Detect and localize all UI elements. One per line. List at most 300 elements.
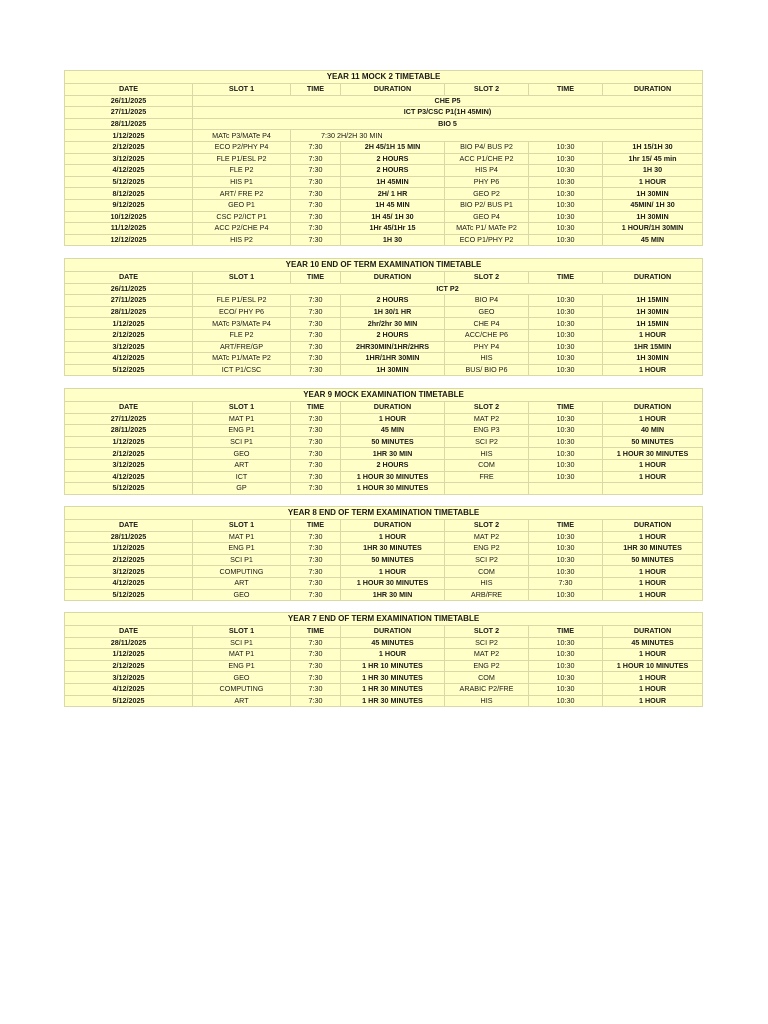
slot1-cell: ICT xyxy=(193,471,291,483)
column-header: DURATION xyxy=(341,402,445,414)
slot1-cell: ART xyxy=(193,459,291,471)
date-cell: 3/12/2025 xyxy=(65,672,193,684)
duration1-cell: 2 HOURS xyxy=(341,153,445,165)
table-row xyxy=(65,283,703,295)
date-cell: 5/12/2025 xyxy=(65,483,193,495)
date-cell: 2/12/2025 xyxy=(65,329,193,341)
time2-cell xyxy=(529,483,603,495)
time2-cell: 10:30 xyxy=(529,459,603,471)
slot1-cell: ART xyxy=(193,577,291,589)
time2-cell: 10:30 xyxy=(529,223,603,235)
duration2-cell: 1 HOUR xyxy=(603,471,703,483)
timetable-t11 xyxy=(64,70,703,246)
column-header: SLOT 2 xyxy=(445,520,529,532)
timetable-title: YEAR 9 MOCK EXAMINATION TIMETABLE xyxy=(65,389,703,402)
slot2-cell: ACC P1/CHE P2 xyxy=(445,153,529,165)
duration1-cell: 1 HOUR 30 MINUTES xyxy=(341,577,445,589)
table-row xyxy=(65,295,703,307)
slot2-cell: PHY P6 xyxy=(445,176,529,188)
slot1-cell: ENG P1 xyxy=(193,660,291,672)
duration1-cell: 1 HOUR 30 MINUTES xyxy=(341,471,445,483)
duration1-cell: 1H 45 MIN xyxy=(341,199,445,211)
timetable-title: YEAR 10 END OF TERM EXAMINATION TIMETABLE xyxy=(65,259,703,272)
duration1-cell: 1 HOUR xyxy=(341,531,445,543)
duration2-cell: 40 MIN xyxy=(603,425,703,437)
column-header: DATE xyxy=(65,402,193,414)
time2-cell: 10:30 xyxy=(529,543,603,555)
time1-cell: 7:30 xyxy=(291,165,341,177)
date-cell: 1/12/2025 xyxy=(65,649,193,661)
time2-cell: 10:30 xyxy=(529,436,603,448)
table-row xyxy=(65,577,703,589)
column-header: SLOT 2 xyxy=(445,84,529,96)
duration2-cell: 1 HOUR 10 MINUTES xyxy=(603,660,703,672)
date-cell: 10/12/2025 xyxy=(65,211,193,223)
merged-exam-cell: ICT P3/CSC P1(1H 45MIN) xyxy=(193,107,703,119)
time1-cell: 7:30 xyxy=(291,436,341,448)
column-header: DURATION xyxy=(341,84,445,96)
date-cell: 1/12/2025 xyxy=(65,130,193,142)
column-header: DURATION xyxy=(603,272,703,284)
time2-cell: 10:30 xyxy=(529,295,603,307)
slot1-cell: ENG P1 xyxy=(193,543,291,555)
time1-cell: 7:30 xyxy=(291,318,341,330)
timetable-title: YEAR 11 MOCK 2 TIMETABLE xyxy=(65,71,703,84)
duration2-cell: 1H 15MIN xyxy=(603,318,703,330)
date-cell: 28/11/2025 xyxy=(65,118,193,130)
date-cell: 1/12/2025 xyxy=(65,436,193,448)
slot2-cell: COM xyxy=(445,566,529,578)
table-row xyxy=(65,341,703,353)
slot2-cell: GEO xyxy=(445,306,529,318)
table-row xyxy=(65,683,703,695)
table-row xyxy=(65,318,703,330)
time2-cell: 10:30 xyxy=(529,176,603,188)
column-header: TIME xyxy=(291,84,341,96)
slot2-cell: SCI P2 xyxy=(445,554,529,566)
duration2-cell: 1 HOUR xyxy=(603,531,703,543)
time2-cell: 10:30 xyxy=(529,589,603,601)
column-header: DATE xyxy=(65,84,193,96)
table-row xyxy=(65,448,703,460)
slot2-cell: MAT P2 xyxy=(445,649,529,661)
column-header: DURATION xyxy=(341,520,445,532)
table-row xyxy=(65,234,703,246)
date-cell: 2/12/2025 xyxy=(65,554,193,566)
duration2-cell: 1 HOUR xyxy=(603,364,703,376)
time1-cell: 7:30 xyxy=(291,566,341,578)
duration2-cell xyxy=(603,483,703,495)
duration1-cell: 1H 45/ 1H 30 xyxy=(341,211,445,223)
duration1-cell: 2H/ 1 HR xyxy=(341,188,445,200)
column-header: TIME xyxy=(291,626,341,638)
date-cell: 9/12/2025 xyxy=(65,199,193,211)
time1-cell: 7:30 xyxy=(291,353,341,365)
slot2-cell: HIS P4 xyxy=(445,165,529,177)
slot1-cell: HIS P2 xyxy=(193,234,291,246)
slot2-cell xyxy=(445,483,529,495)
duration2-cell: 45 MINUTES xyxy=(603,637,703,649)
timetable-t8 xyxy=(64,506,703,601)
duration1-cell: 1Hr 45/1Hr 15 xyxy=(341,223,445,235)
date-cell: 27/11/2025 xyxy=(65,295,193,307)
time1-cell: 7:30 xyxy=(291,660,341,672)
duration2-cell: 1H 30 xyxy=(603,165,703,177)
date-cell: 3/12/2025 xyxy=(65,459,193,471)
slot2-cell: HIS xyxy=(445,577,529,589)
date-cell: 2/12/2025 xyxy=(65,660,193,672)
duration2-cell: 50 MINUTES xyxy=(603,554,703,566)
time2-cell: 10:30 xyxy=(529,234,603,246)
date-cell: 12/12/2025 xyxy=(65,234,193,246)
table-row xyxy=(65,425,703,437)
time1-cell: 7:30 xyxy=(291,199,341,211)
time1-cell: 7:30 xyxy=(291,188,341,200)
time1-cell: 7:30 xyxy=(291,637,341,649)
table-row xyxy=(65,543,703,555)
duration1-cell: 1 HOUR xyxy=(341,649,445,661)
time2-cell: 10:30 xyxy=(529,211,603,223)
duration2-cell: 1 HOUR xyxy=(603,413,703,425)
date-cell: 27/11/2025 xyxy=(65,107,193,119)
time2-cell: 10:30 xyxy=(529,660,603,672)
time1-cell: 7:30 xyxy=(291,471,341,483)
slot1-cell: MAT P1 xyxy=(193,413,291,425)
date-cell: 4/12/2025 xyxy=(65,165,193,177)
date-cell: 2/12/2025 xyxy=(65,141,193,153)
slot2-cell: HIS xyxy=(445,695,529,707)
table-row xyxy=(65,188,703,200)
time2-cell: 10:30 xyxy=(529,471,603,483)
column-header: DURATION xyxy=(603,84,703,96)
slot1-cell: ART xyxy=(193,695,291,707)
column-header: DURATION xyxy=(603,402,703,414)
time2-cell: 10:30 xyxy=(529,448,603,460)
slot1-cell: SCI P1 xyxy=(193,637,291,649)
duration1-cell: 1 HR 30 MINUTES xyxy=(341,695,445,707)
slot2-cell: BIO P2/ BUS P1 xyxy=(445,199,529,211)
duration2-cell: 1hr 15/ 45 min xyxy=(603,153,703,165)
slot2-cell: ACC/CHE P6 xyxy=(445,329,529,341)
column-header: SLOT 2 xyxy=(445,402,529,414)
duration2-cell: 1H 15/1H 30 xyxy=(603,141,703,153)
column-header: TIME xyxy=(529,84,603,96)
slot2-cell: SCI P2 xyxy=(445,637,529,649)
time2-cell: 10:30 xyxy=(529,199,603,211)
slot2-cell: BIO P4 xyxy=(445,295,529,307)
date-cell: 4/12/2025 xyxy=(65,683,193,695)
slot1-cell: GEO xyxy=(193,672,291,684)
time2-cell: 7:30 xyxy=(529,577,603,589)
time1-cell: 7:30 xyxy=(291,543,341,555)
time1-cell: 7:30 xyxy=(291,176,341,188)
duration1-cell: 50 MINUTES xyxy=(341,554,445,566)
slot1-cell: FLE P2 xyxy=(193,329,291,341)
slot2-cell: ARABIC P2/FRE xyxy=(445,683,529,695)
table-row xyxy=(65,141,703,153)
slot1-cell: MATc P3/MATe P4 xyxy=(193,130,291,142)
slot1-cell: COMPUTING xyxy=(193,566,291,578)
date-cell: 5/12/2025 xyxy=(65,695,193,707)
time1-cell: 7:30 xyxy=(291,459,341,471)
date-cell: 5/12/2025 xyxy=(65,589,193,601)
table-row xyxy=(65,649,703,661)
slot2-cell: HIS xyxy=(445,353,529,365)
time2-cell: 10:30 xyxy=(529,165,603,177)
slot1-cell: MATc P3/MATe P4 xyxy=(193,318,291,330)
duration2-cell: 1H 30MIN xyxy=(603,211,703,223)
slot1-cell: GEO xyxy=(193,589,291,601)
slot2-cell: COM xyxy=(445,672,529,684)
slot1-cell: ECO/ PHY P6 xyxy=(193,306,291,318)
slot2-cell: ENG P3 xyxy=(445,425,529,437)
table-row xyxy=(65,637,703,649)
duration2-cell: 1H 30MIN xyxy=(603,188,703,200)
slot1-cell: MAT P1 xyxy=(193,649,291,661)
time1-cell: 7:30 xyxy=(291,448,341,460)
slot2-cell: GEO P2 xyxy=(445,188,529,200)
duration1-cell: 1H 45MIN xyxy=(341,176,445,188)
time1-cell: 7:30 xyxy=(291,295,341,307)
time1-cell: 7:30 xyxy=(291,649,341,661)
time2-cell: 10:30 xyxy=(529,554,603,566)
slot2-cell: PHY P4 xyxy=(445,341,529,353)
time2-cell: 10:30 xyxy=(529,188,603,200)
date-cell: 3/12/2025 xyxy=(65,341,193,353)
time1-cell: 7:30 xyxy=(291,531,341,543)
slot1-cell: CSC P2/ICT P1 xyxy=(193,211,291,223)
table-row xyxy=(65,199,703,211)
duration1-cell: 1H 30 xyxy=(341,234,445,246)
time1-cell: 7:30 xyxy=(291,683,341,695)
slot1-cell: HIS P1 xyxy=(193,176,291,188)
date-cell: 11/12/2025 xyxy=(65,223,193,235)
time2-cell: 10:30 xyxy=(529,329,603,341)
time1-cell: 7:30 xyxy=(291,211,341,223)
duration2-cell: 45MIN/ 1H 30 xyxy=(603,199,703,211)
table-row xyxy=(65,329,703,341)
time2-cell: 10:30 xyxy=(529,649,603,661)
duration1-cell: 45 MIN xyxy=(341,425,445,437)
time1-cell: 7:30 xyxy=(291,141,341,153)
duration1-cell: 2HR30MIN/1HR/2HRS xyxy=(341,341,445,353)
time2-cell: 10:30 xyxy=(529,153,603,165)
time2-cell: 10:30 xyxy=(529,566,603,578)
table-row xyxy=(65,95,703,107)
time1-cell: 7:30 xyxy=(291,554,341,566)
time2-cell: 10:30 xyxy=(529,141,603,153)
duration1-cell: 1 HR 30 MINUTES xyxy=(341,672,445,684)
duration1-cell: 1 HOUR xyxy=(341,566,445,578)
slot1-cell: MATc P1/MATe P2 xyxy=(193,353,291,365)
slot1-cell: FLE P1/ESL P2 xyxy=(193,295,291,307)
slot1-cell: SCI P1 xyxy=(193,554,291,566)
time1-cell: 7:30 xyxy=(291,341,341,353)
slot2-cell: FRE xyxy=(445,471,529,483)
slot2-cell: ECO P1/PHY P2 xyxy=(445,234,529,246)
duration2-cell: 1 HOUR xyxy=(603,459,703,471)
slot2-cell: BUS/ BIO P6 xyxy=(445,364,529,376)
table-row xyxy=(65,436,703,448)
table-row xyxy=(65,695,703,707)
duration1-cell: 2 HOURS xyxy=(341,165,445,177)
date-cell: 1/12/2025 xyxy=(65,318,193,330)
date-cell: 26/11/2025 xyxy=(65,95,193,107)
column-header: TIME xyxy=(291,402,341,414)
time2-cell: 10:30 xyxy=(529,425,603,437)
table-row xyxy=(65,471,703,483)
column-header: TIME xyxy=(529,520,603,532)
date-cell: 28/11/2025 xyxy=(65,306,193,318)
timetable-title: YEAR 7 END OF TERM EXAMINATION TIMETABLE xyxy=(65,613,703,626)
date-cell: 4/12/2025 xyxy=(65,353,193,365)
duration2-cell: 45 MIN xyxy=(603,234,703,246)
time2-cell: 10:30 xyxy=(529,341,603,353)
date-cell: 26/11/2025 xyxy=(65,283,193,295)
slot2-cell: GEO P4 xyxy=(445,211,529,223)
slot2-cell: MAT P2 xyxy=(445,531,529,543)
time2-cell: 10:30 xyxy=(529,637,603,649)
timetable-t7 xyxy=(64,612,703,707)
duration1-cell: 1HR 30 MIN xyxy=(341,589,445,601)
duration2-cell: 50 MINUTES xyxy=(603,436,703,448)
slot2-cell: ENG P2 xyxy=(445,543,529,555)
slot1-cell: ECO P2/PHY P4 xyxy=(193,141,291,153)
merged-exam-cell: BIO 5 xyxy=(193,118,703,130)
date-cell: 5/12/2025 xyxy=(65,176,193,188)
table-row xyxy=(65,566,703,578)
slot1-cell: ACC P2/CHE P4 xyxy=(193,223,291,235)
table-row xyxy=(65,306,703,318)
slot1-cell: GEO P1 xyxy=(193,199,291,211)
merged-exam-cell: ICT P2 xyxy=(193,283,703,295)
date-cell: 2/12/2025 xyxy=(65,448,193,460)
slot1-cell: GP xyxy=(193,483,291,495)
slot1-cell: ART/FRE/GP xyxy=(193,341,291,353)
table-row xyxy=(65,483,703,495)
column-header: DURATION xyxy=(603,520,703,532)
time2-cell: 10:30 xyxy=(529,353,603,365)
timetable-t10 xyxy=(64,258,703,376)
duration2-cell: 1 HOUR xyxy=(603,589,703,601)
slot1-cell: GEO xyxy=(193,448,291,460)
column-header: DATE xyxy=(65,272,193,284)
table-row xyxy=(65,353,703,365)
table-row xyxy=(65,672,703,684)
date-cell: 27/11/2025 xyxy=(65,413,193,425)
time2-cell: 10:30 xyxy=(529,413,603,425)
slot2-cell: CHE P4 xyxy=(445,318,529,330)
date-cell: 5/12/2025 xyxy=(65,364,193,376)
column-header: DATE xyxy=(65,626,193,638)
duration2-cell: 1 HOUR/1H 30MIN xyxy=(603,223,703,235)
time1-cell: 7:30 xyxy=(291,483,341,495)
column-header: TIME xyxy=(529,626,603,638)
slot1-cell: ART/ FRE P2 xyxy=(193,188,291,200)
time2-cell: 10:30 xyxy=(529,318,603,330)
duration1-cell: 1 HR 30 MINUTES xyxy=(341,683,445,695)
timetable-t9 xyxy=(64,388,703,495)
column-header: DATE xyxy=(65,520,193,532)
date-cell: 1/12/2025 xyxy=(65,543,193,555)
duration1-cell: 45 MINUTES xyxy=(341,637,445,649)
time2-cell: 10:30 xyxy=(529,364,603,376)
table-row xyxy=(65,413,703,425)
date-cell: 28/11/2025 xyxy=(65,425,193,437)
table-row xyxy=(65,130,703,142)
table-row xyxy=(65,223,703,235)
column-header: SLOT 1 xyxy=(193,272,291,284)
timetable-title: YEAR 8 END OF TERM EXAMINATION TIMETABLE xyxy=(65,507,703,520)
time1-cell: 7:30 xyxy=(291,413,341,425)
column-header: DURATION xyxy=(603,626,703,638)
table-row xyxy=(65,165,703,177)
duration2-cell: 1 HOUR xyxy=(603,683,703,695)
duration2-cell: 1HR 30 MINUTES xyxy=(603,543,703,555)
duration2-cell: 1 HOUR xyxy=(603,176,703,188)
column-header: SLOT 2 xyxy=(445,272,529,284)
table-row xyxy=(65,176,703,188)
column-header: DURATION xyxy=(341,272,445,284)
duration2-cell: 1H 30MIN xyxy=(603,306,703,318)
column-header: DURATION xyxy=(341,626,445,638)
date-cell: 4/12/2025 xyxy=(65,577,193,589)
table-row xyxy=(65,459,703,471)
merged-exam-cell: CHE P5 xyxy=(193,95,703,107)
slot1-cell: MAT P1 xyxy=(193,531,291,543)
time1-cell: 7:30 xyxy=(291,577,341,589)
slot2-cell: ARB/FRE xyxy=(445,589,529,601)
duration1-cell: 1 HOUR 30 MINUTES xyxy=(341,483,445,495)
duration2-cell: 1 HOUR xyxy=(603,695,703,707)
slot1-cell: ENG P1 xyxy=(193,425,291,437)
table-row xyxy=(65,107,703,119)
column-header: SLOT 1 xyxy=(193,520,291,532)
time1-cell: 7:30 xyxy=(291,672,341,684)
table-row xyxy=(65,531,703,543)
slot1-cell: COMPUTING xyxy=(193,683,291,695)
duration2-cell: 1 HOUR xyxy=(603,566,703,578)
time1-cell: 7:30 xyxy=(291,329,341,341)
duration1-cell: 50 MINUTES xyxy=(341,436,445,448)
time2-cell: 10:30 xyxy=(529,531,603,543)
column-header: TIME xyxy=(291,520,341,532)
duration1-cell: 1 HR 10 MINUTES xyxy=(341,660,445,672)
time2-cell: 10:30 xyxy=(529,672,603,684)
column-header: SLOT 1 xyxy=(193,402,291,414)
slot1-cell: SCI P1 xyxy=(193,436,291,448)
time1-cell: 7:30 xyxy=(291,223,341,235)
time2-cell: 10:30 xyxy=(529,306,603,318)
duration1-cell: 2hr/2hr 30 MIN xyxy=(341,318,445,330)
table-row xyxy=(65,660,703,672)
duration1-cell: 1HR 30 MIN xyxy=(341,448,445,460)
date-cell: 3/12/2025 xyxy=(65,566,193,578)
time1-cell: 7:30 xyxy=(291,695,341,707)
column-header: SLOT 1 xyxy=(193,626,291,638)
time2-cell: 10:30 xyxy=(529,683,603,695)
slot2-cell: ENG P2 xyxy=(445,660,529,672)
duration2-cell: 1 HOUR xyxy=(603,577,703,589)
time1-cell: 7:30 xyxy=(291,425,341,437)
column-header: SLOT 2 xyxy=(445,626,529,638)
table-row xyxy=(65,364,703,376)
slot2-cell: BIO P4/ BUS P2 xyxy=(445,141,529,153)
column-header: TIME xyxy=(529,402,603,414)
slot2-cell: COM xyxy=(445,459,529,471)
duration1-cell: 2 HOURS xyxy=(341,459,445,471)
date-cell: 4/12/2025 xyxy=(65,471,193,483)
